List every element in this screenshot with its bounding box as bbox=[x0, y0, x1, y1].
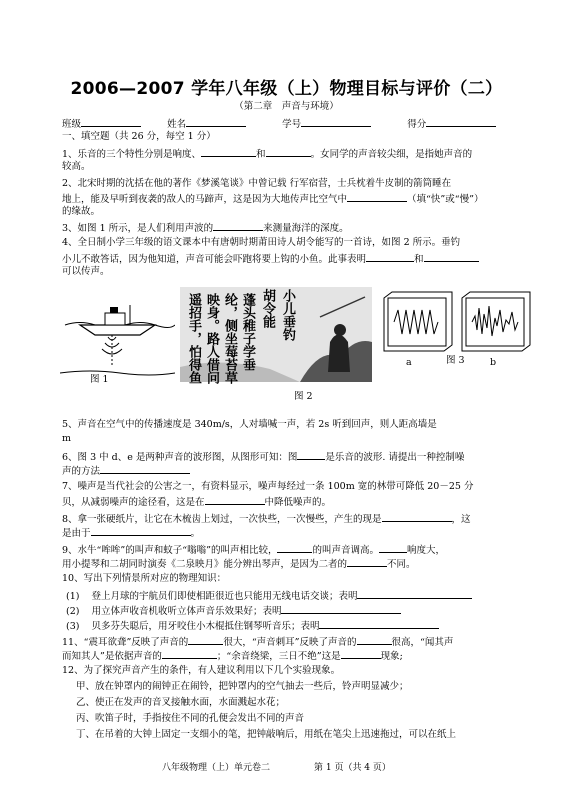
figure-3-caption: 图 3 bbox=[446, 355, 465, 366]
poem-author: 胡令能 bbox=[260, 289, 275, 328]
question-9-cont: 用小提琴和二胡同时演奏《二泉映月》能分辨出琴声，是因为二者的 不同。 bbox=[62, 556, 416, 571]
waveform-diagram bbox=[382, 290, 532, 352]
figure-2-caption: 图 2 bbox=[294, 391, 313, 402]
question-1: 1、乐音的三个特性分别是响度、 和 。女同学的声音较尖细，是指她声音的 bbox=[62, 146, 472, 161]
question-8-cont: 是由于 。 bbox=[62, 525, 200, 540]
question-10-item: (3) 贝多芬失聪后，用牙咬住小木棍抵住钢琴听音乐；表明 bbox=[66, 618, 439, 633]
question-4-end: 可以传声。 bbox=[62, 266, 110, 277]
page-number: 第 1 页（共 4 页） bbox=[314, 763, 391, 773]
question-1-cont: 较高。 bbox=[62, 161, 91, 172]
section-heading: 一、填空题（共 26 分，每空 1 分） bbox=[62, 131, 216, 142]
student-info-row bbox=[62, 116, 496, 131]
question-6-cont: 声的方法 bbox=[62, 463, 190, 478]
figure-1 bbox=[60, 295, 175, 390]
question-12-item: 甲、放在钟罩内的闹钟正在闹铃，把钟罩内的空气抽去一些后，铃声明显减少； bbox=[76, 681, 409, 692]
question-8: 8、拿一张硬纸片，让它在木梳齿上划过，一次快些，一次慢些，产生的现是 ，这 bbox=[62, 511, 471, 526]
figure-3-label-a: a bbox=[406, 357, 412, 368]
question-10-item: (1) 登上月球的宇航员们即使相距很近也只能用无线电话交谈；表明 bbox=[66, 588, 472, 603]
figure-2 bbox=[180, 287, 372, 382]
question-12-item: 乙、使正在发声的音叉接触水面，水面溅起水花； bbox=[76, 697, 286, 708]
boat-sonar-illustration bbox=[60, 295, 175, 390]
question-4-cont: 小儿不敢答话，因为他知道，声音可能会吓跑将要上钩的小鱼。此事表明 和 bbox=[62, 251, 479, 266]
question-5-cont: m bbox=[62, 433, 72, 444]
question-2: 2、北宋时期的沈括在他的著作《梦溪笔谈》中曾记载 行军宿营，士兵枕着牛皮制的箭筒睡在 bbox=[62, 178, 452, 189]
id-label: 学号 bbox=[282, 119, 302, 130]
score-label: 得分 bbox=[407, 119, 427, 130]
class-label: 班级 bbox=[62, 119, 82, 130]
question-10-item: (2) 用立体声收音机收听立体声音乐效果好；表明 bbox=[66, 603, 401, 618]
figure-3 bbox=[382, 290, 532, 370]
poem-column: 纶，侧坐莓苔草 bbox=[222, 293, 237, 384]
question-9: 9、水牛“哞哞”的叫声和蚊子“嗡嗡”的叫声相比较， 的叫声音调高。 响度大， bbox=[62, 542, 445, 557]
question-5: 5、声音在空气中的传播速度是 340m/s，人对墙喊一声，若 2s 听到回声，则人距高墙是 bbox=[62, 419, 437, 430]
question-4: 4、全日制小学三年级的语文课本中有唐朝时期莆田诗人胡令能写的一首诗，如图 2 所示。垂钓 bbox=[62, 237, 461, 248]
figure-3-label-b: b bbox=[490, 357, 497, 368]
figure-1-caption: 图 1 bbox=[90, 374, 109, 385]
question-2-end: 的缘故。 bbox=[62, 206, 101, 217]
question-11: 11、“震耳欲聋”反映了声音的 很大，“声音刺耳”反映了声音的 很高，“闻其声 bbox=[62, 634, 453, 649]
poem-title: 小儿垂钓 bbox=[280, 289, 295, 341]
question-3: 3、如图 1 所示，是人们利用声波的 来测量海洋的深度。 bbox=[62, 220, 349, 235]
page-subtitle: （第二章 声音与环境） bbox=[234, 101, 339, 112]
poem-column: 遥招手，怕得鱼 bbox=[186, 293, 201, 384]
footer-left: 八年级物理（上）单元卷二 bbox=[162, 763, 271, 773]
question-7: 7、噪声是当代社会的公害之一，有资料显示，噪声每经过一条 100m 宽的林带可降低 20－25 分 bbox=[62, 481, 474, 492]
question-12: 12、为了探究声音产生的条件，有人建议利用以下几个实验现象。 bbox=[62, 665, 341, 676]
page-title: 2006—2007 学年八年级（上）物理目标与评价（二） bbox=[70, 79, 503, 99]
question-6: 6、图 3 中 d、e 是两种声音的波形图，从图形可知：图 是乐音的波形. 请提出一种控制噪 bbox=[62, 449, 464, 464]
question-12-item: 丁、在吊着的大钟上固定一支细小的笔，把钟敲响后，用纸在笔尖上迅速拖过，可以在纸上 bbox=[76, 729, 457, 740]
poem-column: 蓬头稚子学垂 bbox=[240, 293, 255, 371]
question-10: 10、写出下列情景所对应的物理知识： bbox=[62, 573, 227, 584]
question-12-item: 丙、吹笛子时，手指按住不同的孔便会发出不同的声音 bbox=[76, 713, 305, 724]
name-label: 姓名 bbox=[167, 119, 187, 130]
question-11-cont: 而知其人”是依据声音的 ；“余音绕梁，三日不绝”这是 现象; bbox=[62, 648, 403, 663]
question-7-cont: 贝，从减弱噪声的途径看，这是在 中降低噪声的。 bbox=[62, 494, 331, 509]
question-2-cont: 地上，能及早听到夜袭的敌人的马蹄声，这是因为大地传声比空气中 （填“快”或“慢”） bbox=[62, 191, 483, 206]
poem-column: 映身。路人借问 bbox=[204, 293, 219, 384]
